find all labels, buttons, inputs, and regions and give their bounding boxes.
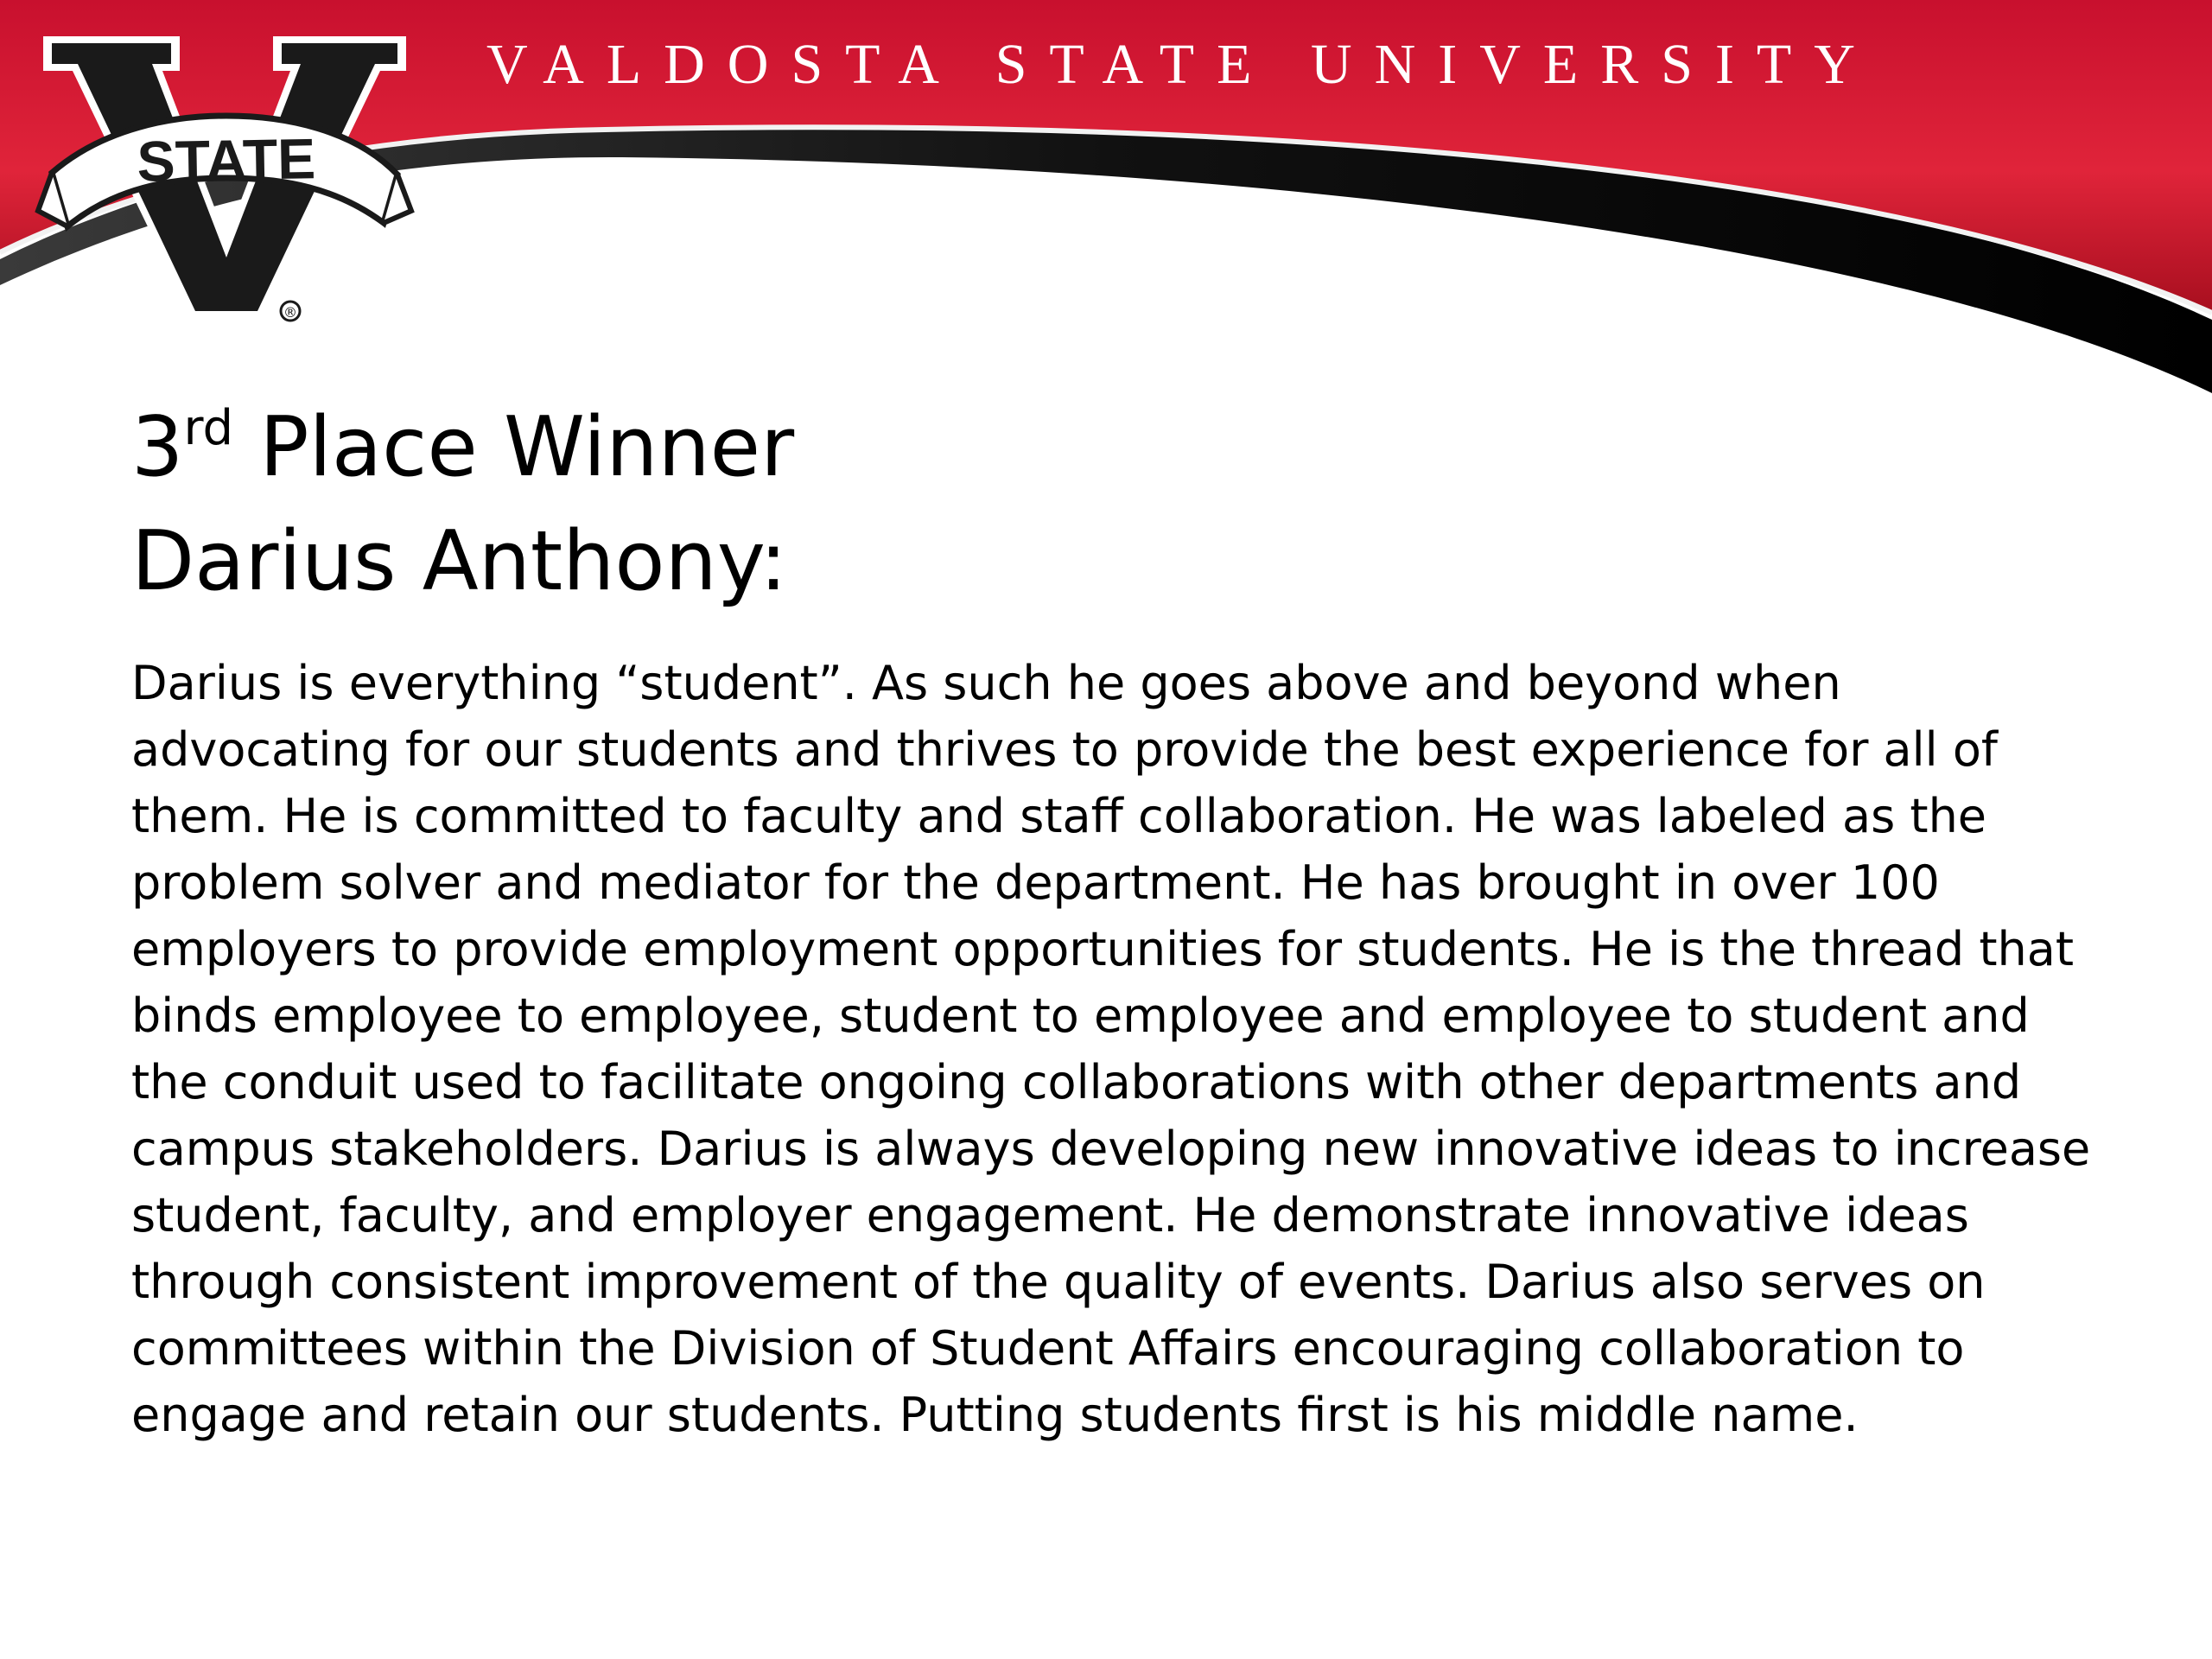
university-name: VALDOSTA STATE UNIVERSITY <box>486 33 1878 96</box>
registered-mark: ® <box>283 304 297 321</box>
winner-description: Darius is everything “student”. As such he goes above and beyond when advocating for our students and thrives to provide the best experience for all of them. He is committed to faculty and staff collaboration. He was labeled as the problem solver and mediator for the department. He has brought in over 100 employers to provide employment opportunities for students. He is the thread that binds employee to employee, student to employee and employee to student and the conduit used to facilitate ongoing collaborations with other departments and campus stakeholders. Darius is always developing new innovative ideas to increase student, faculty, and employer engagement. He demonstrate innovative ideas through consistent improvement of the quality of events. Darius also serves on committees within the Division of Student Affairs encouraging collaboration to engage and retain our students. Putting students first is his middle name. <box>131 656 2091 1442</box>
slide-title <box>131 391 2119 505</box>
logo-state-text: STATE <box>137 126 316 194</box>
slide-content <box>131 391 2119 1448</box>
title-number: 3 <box>131 400 184 495</box>
title-rest: Place Winner <box>233 400 795 495</box>
winner-name: Darius Anthony: <box>131 514 788 609</box>
vstate-logo-icon <box>35 26 415 337</box>
title-ordinal-suffix: rd <box>183 400 234 456</box>
